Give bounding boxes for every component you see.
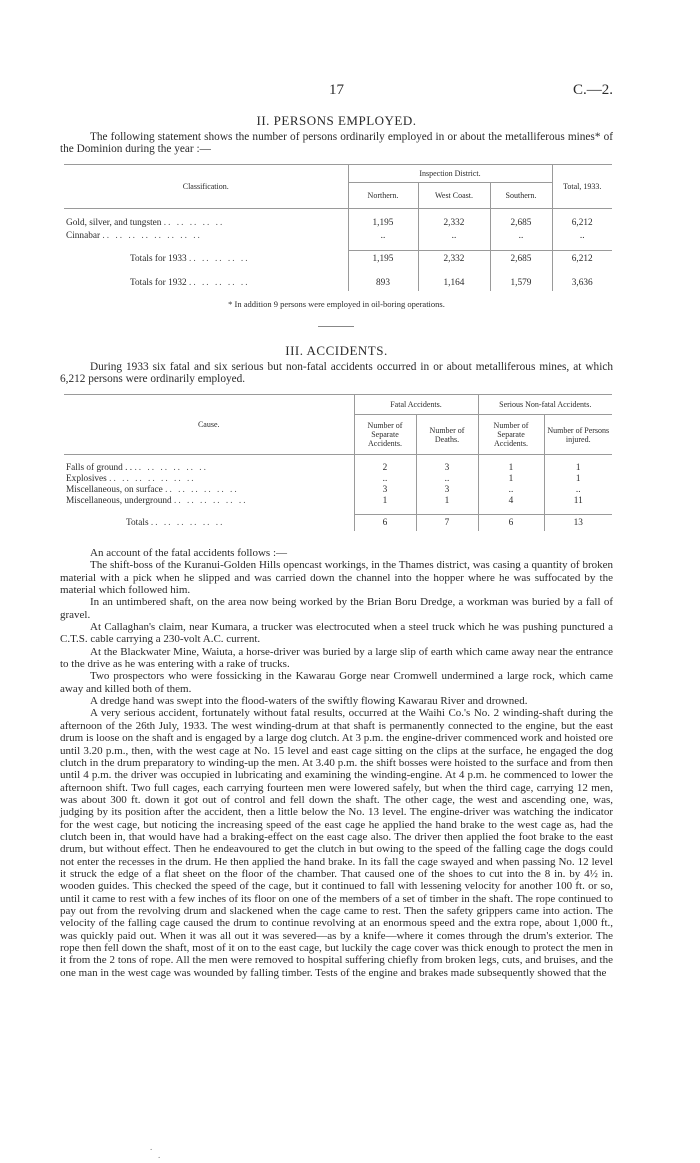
- table-row: Explosives .. .. .. .. .. .. .. .. .. 1 1: [64, 474, 612, 485]
- section3-intro: [60, 361, 613, 386]
- col-serious-non-fatal: Serious Non-fatal Accidents.: [478, 395, 612, 415]
- row-label: Totals: [126, 517, 149, 528]
- page-header: [60, 82, 613, 102]
- cell-fatal-separate: ..: [354, 474, 416, 485]
- paragraph: Two prospectors who were fossicking in the Kawarau Gorge near Cromwell undermined a large rock, which came away and killed both of them.: [60, 670, 613, 695]
- row-label: Miscellaneous, underground: [66, 496, 172, 506]
- cell-northern: 1,195: [348, 251, 418, 267]
- cell-serious-separate: 4: [478, 496, 544, 507]
- cell-total: 6,212: [552, 217, 612, 230]
- cell-total: ..: [552, 230, 612, 243]
- row-label: Cinnabar: [66, 231, 101, 241]
- col-fatal-separate: Number of Separate Accidents.: [354, 415, 416, 455]
- cell-serious-injured: 11: [544, 496, 612, 507]
- col-cause: Cause.: [64, 395, 354, 455]
- col-northern: Northern.: [348, 183, 418, 209]
- cell-fatal-deaths: 7: [416, 515, 478, 531]
- cell-fatal-deaths: 3: [416, 463, 478, 474]
- paragraph: At Callaghan's claim, near Kumara, a trucker was electrocuted when a steel truck which he was pushing punctured a C.T.S. cable carrying a 230-volt A.C. current.: [60, 621, 613, 646]
- paragraph: The shift-boss of the Kuranui-Golden Hills opencast workings, in the Thames district, was casing a quantity of broken material with a pick when he slipped and was carried down the channel into the hopper where he was suffocated by the material which followed him.: [60, 559, 613, 597]
- cell-northern: ..: [348, 230, 418, 243]
- scan-speck: .: [158, 1150, 161, 1160]
- col-total-1933: Total, 1933.: [552, 165, 612, 209]
- section-title-accidents: III. ACCIDENTS.: [285, 343, 388, 358]
- page-number: 17: [329, 82, 344, 98]
- row-label: Miscellaneous, on surface: [66, 485, 163, 495]
- footnote: * In addition 9 persons were employed in oil-boring operations.: [228, 299, 445, 309]
- col-serious-separate: Number of Separate Accidents.: [478, 415, 544, 455]
- paragraph: A dredge hand was swept into the flood-waters of the swiftly flowing Kawarau River and drowned.: [90, 695, 528, 708]
- table-row-totals-1932: Totals for 1932 .. .. .. .. .. 893 1,164 1,579 3,636: [64, 275, 612, 291]
- cell-west-coast: 1,164: [418, 275, 490, 291]
- accidents-table: [64, 394, 612, 531]
- row-label: Falls of ground . .: [66, 463, 133, 473]
- cell-serious-separate: 1: [478, 463, 544, 474]
- cell-serious-injured: 1: [544, 463, 612, 474]
- col-fatal-deaths: Number of Deaths.: [416, 415, 478, 455]
- cell-serious-separate: ..: [478, 485, 544, 496]
- row-label: Explosives: [66, 474, 107, 484]
- cell-serious-separate: 1: [478, 474, 544, 485]
- cell-fatal-separate: 2: [354, 463, 416, 474]
- cell-fatal-separate: 1: [354, 496, 416, 507]
- row-label: Totals for 1933: [130, 253, 187, 264]
- table-row: Gold, silver, and tungsten .. .. .. .. .. 1,195 2,332 2,685 6,212: [64, 217, 612, 230]
- cell-total: 6,212: [552, 251, 612, 267]
- paragraph: An account of the fatal accidents follows :—: [90, 547, 288, 559]
- cell-southern: ..: [490, 230, 552, 243]
- col-classification: Classification.: [64, 165, 348, 209]
- paragraph: At the Blackwater Mine, Waiuta, a horse-driver was buried by a large slip of earth which came away near the entrance to the drive as he was entering with a rake of trucks.: [60, 645, 613, 671]
- cell-west-coast: 2,332: [418, 217, 490, 230]
- cell-west-coast: 2,332: [418, 251, 490, 267]
- cell-serious-injured: ..: [544, 485, 612, 496]
- cell-fatal-separate: 3: [354, 485, 416, 496]
- cell-serious-separate: 6: [478, 515, 544, 531]
- cell-total: 3,636: [552, 275, 612, 291]
- col-inspection-district: Inspection District.: [348, 165, 552, 183]
- col-west-coast: West Coast.: [418, 183, 490, 209]
- table-row: Cinnabar .. .. .. .. .. .. .. .. .. .. .. ..: [64, 230, 612, 243]
- section-divider: [318, 326, 354, 327]
- cell-serious-injured: 1: [544, 474, 612, 485]
- table-row: Falls of ground . . .. .. .. .. .. .. 2 3 1 1: [64, 463, 612, 474]
- paragraph: A very serious accident, fortunately without fatal results, occurred at the Waihi Co.'s No. 2 winding-shaft during the afternoon of the 26th July, 1933. The west winding-drum at that shaft is permanently connected to the engine, but the east drum is loose on the shaft and is engaged by a large dog clutch. At 3 p.m. the engine-driver commenced work and hoisted ore until 3.20 p.m., then, with the west cage at No. 15 level and east cage sitting on the clips at the surface, he engaged the dog clutch in the drum preparatory to winding-up the men. At 3.40 p.m. the shift bosses were hoisted to the surface and from then until 4 p.m. the driver was occupied in lubricating and examining the winding-engine. At 4 p.m. he commenced to lower the afternoon shift. Two full cages, each carrying fourteen men were lowered safely, but when the third cage, carrying 12 men, was about 300 ft. down it got out of control and fell down the shaft. The other cage, the west and ascending one, was, judging by its position after the accident, then a little below the No. 13 level. The engine-driver was watching the indicator for the west cage, but noticing the increasing speed of the east cage he applied the hand brake to the west cage as, had the clutch been in, that would have had a braking-effect on the east cage also. The driver then applied the foot brake to the east drum, but without effect. Then he endeavoured to get the clutch in but owing to the speed of the falling cage the dogs could not enter the recesses in the drum. He then applied the hand brake. In its fall the cage swayed and when passing No. 12 level it struck the edge of a flat sheet on the floor of the chamber. That caused one of the shoes to cut into the 8 in. by 4½ in. wooden guides. This checked the speed of the cage, but it continued to fall with lessening velocity for another 100 ft. or so, until it came to rest with a few inches of its floor on one of the members of a set of timber in the shaft. The rope continued to pay out from the revolving drum and slackened when the cage came to rest. Then the safety grippers came into action. The velocity of the falling cage caused the drum to continue revolving at an enormous speed and the extra rope, about 1,000 ft., was quickly paid out. When it was all out it was severed—as by a knife—where it comes through the drum's exterior. The rope then fell down the shaft, most of it on to the east cage, but luckily the cage cover was thick enough to protect the men in it from the 2 tons of rope. All the men were removed to hospital suffering chiefly from broken legs, cuts, and bruises, and the one man in the west cage was wounded by falling timber. Tests of the engine and brakes made subsequently showed that the: [60, 707, 613, 979]
- cell-southern: 2,685: [490, 251, 552, 267]
- col-fatal-accidents: Fatal Accidents.: [354, 395, 478, 415]
- document-reference: C.—2.: [572, 82, 613, 98]
- cell-west-coast: ..: [418, 230, 490, 243]
- persons-employed-table: [64, 164, 612, 291]
- row-label: Gold, silver, and tungsten: [66, 218, 162, 228]
- cell-northern: 1,195: [348, 217, 418, 230]
- section-title-persons-employed: II. PERSONS EMPLOYED.: [256, 113, 417, 128]
- cell-fatal-deaths: 3: [416, 485, 478, 496]
- paragraph: In an untimbered shaft, on the area now being worked by the Brian Boru Dredge, a workman was buried by a fall of gravel.: [60, 596, 613, 621]
- cell-southern: 1,579: [490, 275, 552, 291]
- table-row-totals: Totals .. .. .. .. .. .. 6 7 6 13: [64, 515, 612, 531]
- cell-fatal-separate: 6: [354, 515, 416, 531]
- cell-serious-injured: 13: [544, 515, 612, 531]
- section3-intro-text: During 1933 six fatal and six serious but non-fatal accidents occurred in or about metalliferous mines, at which 6,212 persons were ordinarily employed.: [60, 361, 613, 386]
- table-row-totals-1933: Totals for 1933 .. .. .. .. .. 1,195 2,332 2,685 6,212: [64, 251, 612, 267]
- table-row: Miscellaneous, on surface .. .. .. .. .. .. 3 3 .. ..: [64, 485, 612, 496]
- section2-intro: [60, 131, 613, 156]
- cell-fatal-deaths: 1: [416, 496, 478, 507]
- cell-northern: 893: [348, 275, 418, 291]
- row-label: Totals for 1932: [130, 277, 187, 288]
- accident-accounts: [60, 547, 613, 979]
- scan-speck: .: [150, 1142, 153, 1152]
- cell-fatal-deaths: ..: [416, 474, 478, 485]
- section2-intro-text: The following statement shows the number of persons ordinarily employed in or about the metalliferous mines* of the Dominion during the year :—: [60, 131, 613, 156]
- table-row: Miscellaneous, underground .. .. .. .. .. .. 1 1 4 11: [64, 496, 612, 507]
- cell-southern: 2,685: [490, 217, 552, 230]
- col-serious-injured: Number of Persons injured.: [544, 415, 612, 455]
- col-southern: Southern.: [490, 183, 552, 209]
